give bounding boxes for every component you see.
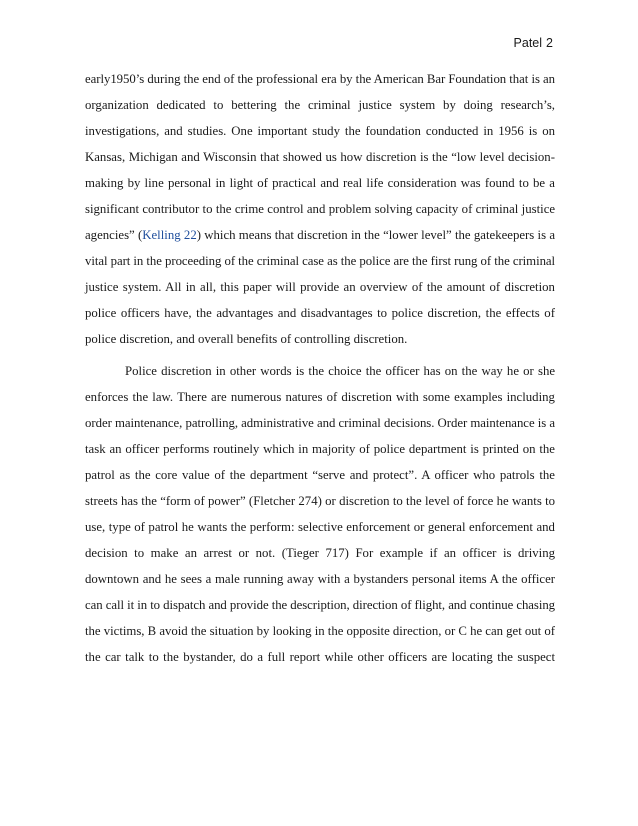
text-line: can call it in to dispatch and provide the description, direction of flight, and continue chasing: [85, 598, 556, 612]
text-line: order maintenance, patrolling, administrative and criminal decisions. Order maintenance is a: [85, 416, 555, 430]
text-line: patrol as the core value of the department “serve and protect”. A officer who patrols the: [85, 468, 555, 482]
document-body: [85, 66, 555, 670]
text-line: significant contributor to the crime control and problem solving capacity of criminal justice: [85, 202, 556, 216]
text-line: investigations, and studies. One important study the foundation conducted in 1956 is on: [85, 124, 556, 138]
text-line: the victims, B avoid the situation by looking in the opposite direction, or C he can get out of: [85, 624, 555, 638]
paragraph: [85, 66, 555, 352]
citation-link[interactable]: Kelling 22: [142, 228, 197, 242]
text-segment: ) which means that discretion in the “lower level” the gatekeepers is a: [196, 228, 556, 242]
text-line: downtown and he sees a male running away with a bystanders personal items A the officer: [85, 572, 556, 586]
text-segment: agencies” (: [85, 228, 143, 242]
text-line: Kansas, Michigan and Wisconsin that showed us how discretion is the “low level decision-: [85, 150, 555, 164]
header-author: Patel: [513, 36, 543, 50]
text-line: [85, 222, 555, 248]
paragraph: [85, 358, 555, 670]
page-header: [514, 36, 553, 50]
header-page-number: 2: [546, 36, 553, 50]
text-line: decision to make an arrest or not. (Tieger 717) For example if an officer is driving: [85, 546, 556, 560]
text-line: streets has the “form of power” (Fletcher 274) or discretion to the level of force he wants to: [85, 494, 556, 508]
text-line: justice system. All in all, this paper will provide an overview of the amount of discretion: [85, 280, 555, 294]
text-line: vital part in the proceeding of the criminal case as the police are the first rung of the criminal: [85, 254, 556, 268]
text-line: enforces the law. There are numerous natures of discretion with some examples including: [85, 390, 555, 404]
text-line: organization dedicated to bettering the criminal justice system by doing research’s,: [85, 98, 556, 112]
text-line: the car talk to the bystander, do a full report while other officers are locating the suspect: [85, 650, 556, 664]
text-line: Police discretion in other words is the choice the officer has on the way he or she: [125, 364, 556, 378]
text-line: police officers have, the advantages and disadvantages to police discretion, the effects of: [85, 306, 555, 320]
text-line: task an officer performs routinely which in majority of police department is printed on the: [85, 442, 555, 456]
text-line: early1950’s during the end of the professional era by the American Bar Foundation that is an: [85, 72, 556, 86]
text-line: police discretion, and overall benefits of controlling discretion.: [85, 332, 408, 346]
text-line: use, type of patrol he wants the perform: selective enforcement or general enforcement and: [85, 520, 555, 534]
text-line: making by line personal in light of practical and real life consideration was found to be a: [85, 176, 555, 190]
